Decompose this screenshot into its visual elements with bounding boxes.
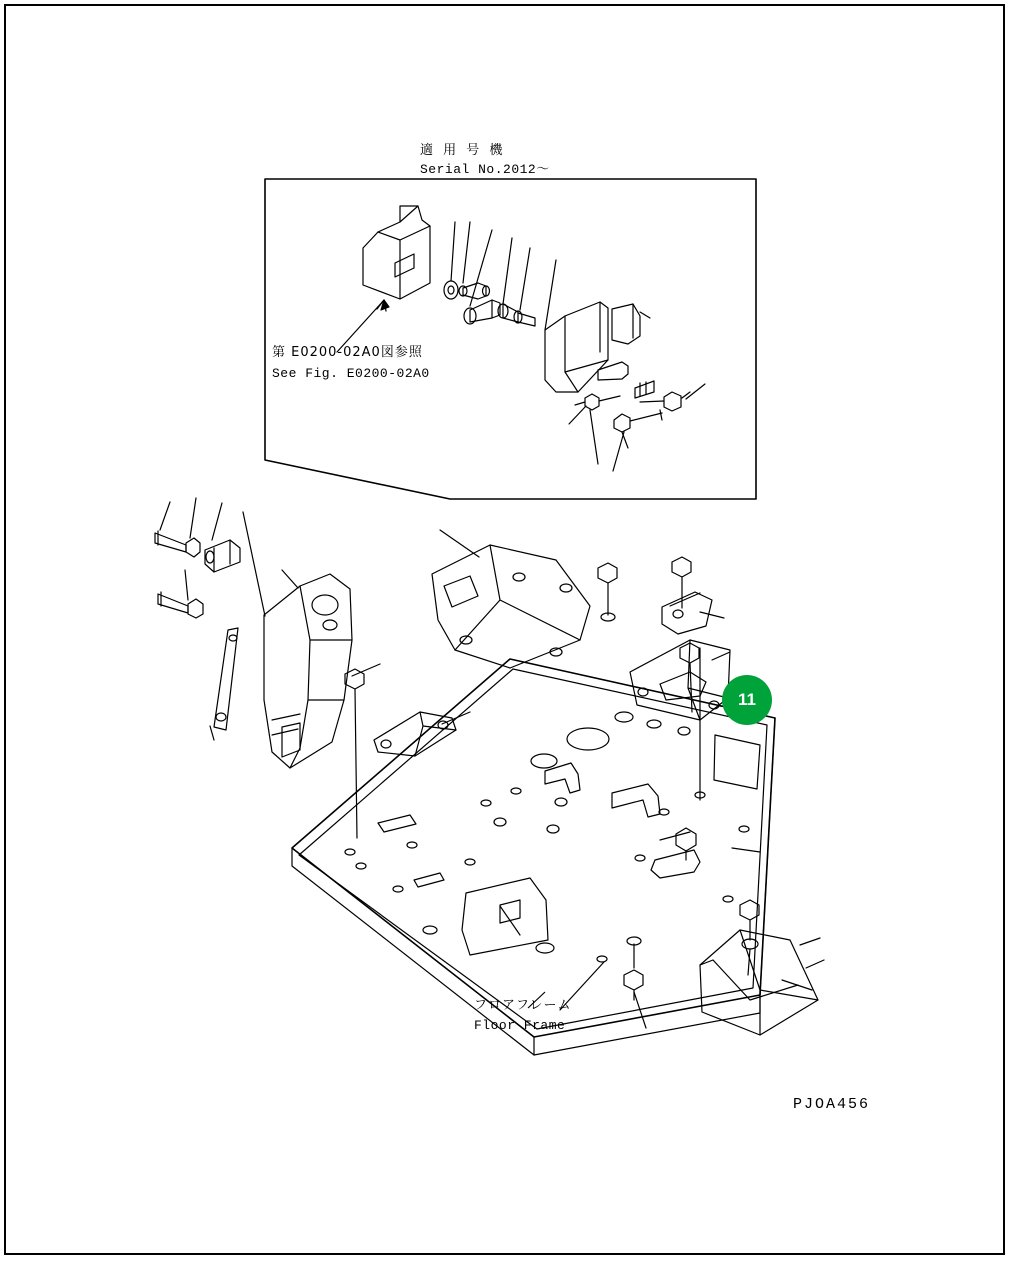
callout-11-number: 11 <box>738 690 756 709</box>
inset-reference-japanese: 第 E0200-02A0図参照 <box>272 345 423 360</box>
callout-11[interactable] <box>722 675 772 725</box>
floor-frame-label-english: Floor Frame <box>474 1018 566 1033</box>
inset-title-japanese: 適 用 号 機 <box>420 143 506 158</box>
floor-frame-label-japanese: フロアフレーム <box>474 998 572 1013</box>
inset-title-serial: Serial No.2012〜 <box>420 162 550 177</box>
inset-reference-english: See Fig. E0200-02A0 <box>272 366 430 381</box>
drawing-code: PJOA456 <box>793 1096 871 1113</box>
